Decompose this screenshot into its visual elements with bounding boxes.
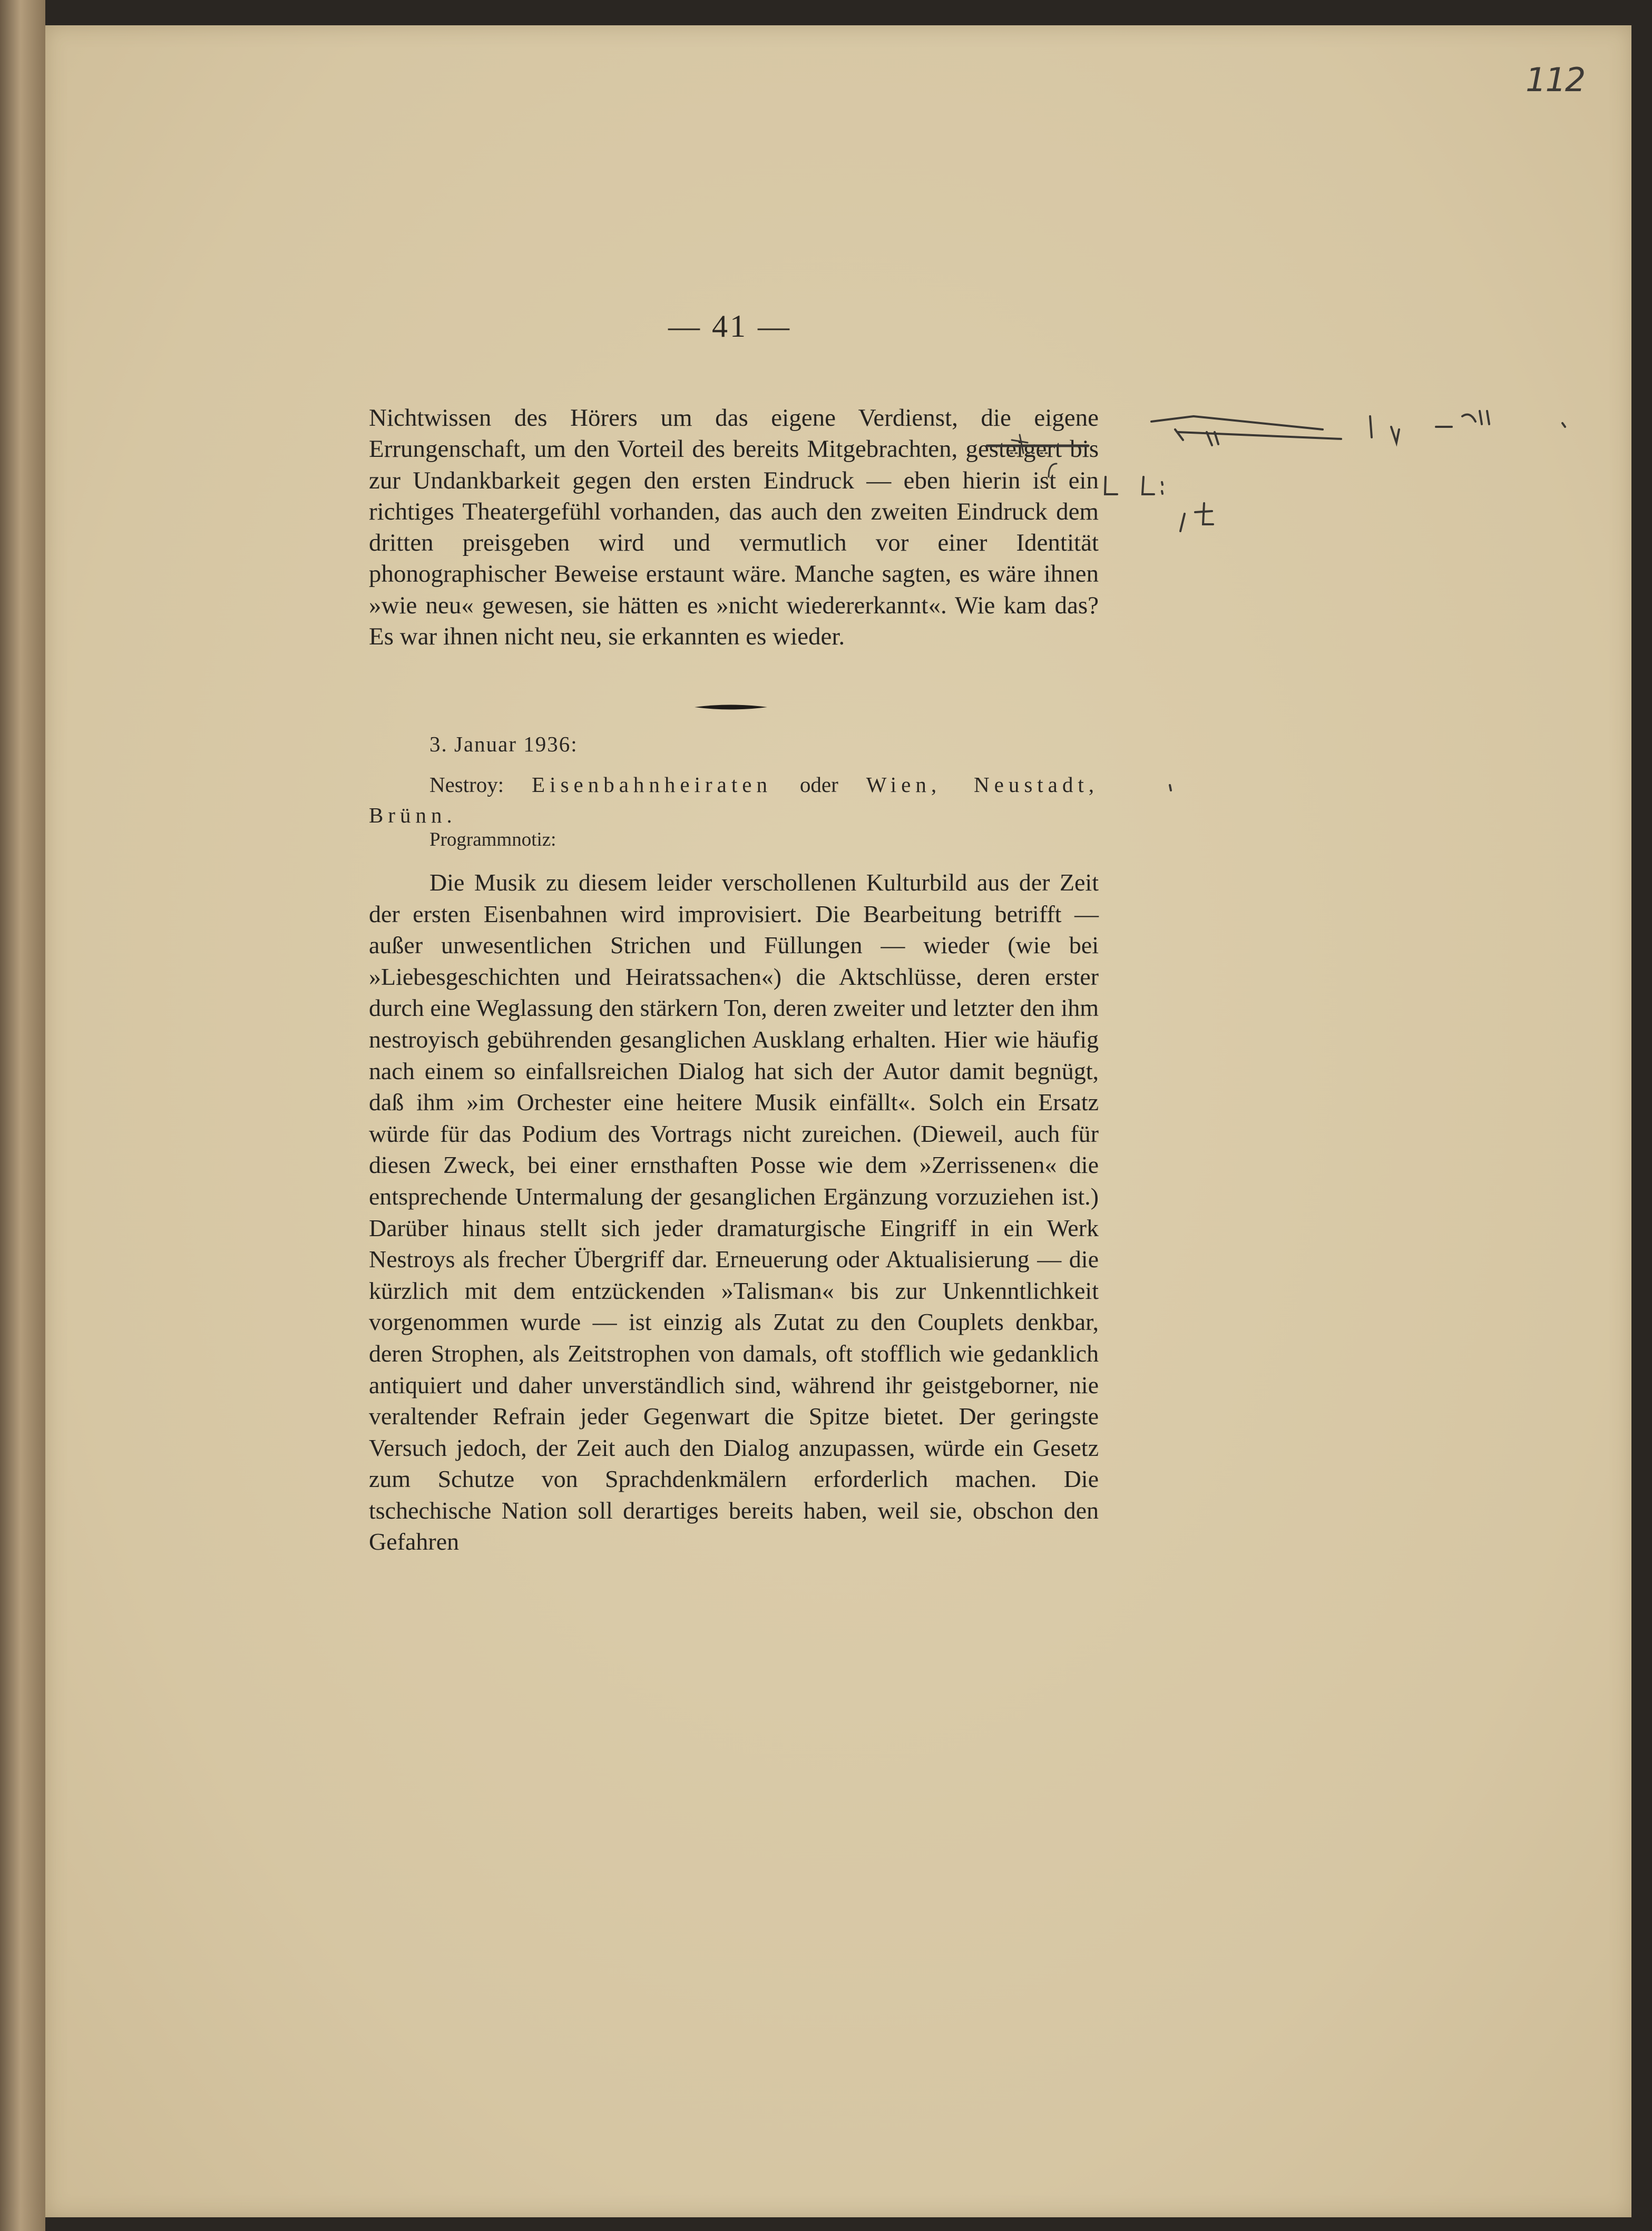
- entry-title-connector: oder: [771, 772, 866, 797]
- program-note-label: Programmnotiz:: [429, 829, 556, 850]
- entry-subtitle: Wien, Neustadt, Brünn.: [369, 772, 1099, 827]
- page-number: — 41 —: [668, 309, 791, 344]
- program-note-text: Die Musik zu diesem leider verschollenen Kulturbild aus der Zeit der ersten Eisenbahnen wird improvisiert. Die Bearbeitung betrifft — außer unwesentlichen Strichen und Füllungen — wieder (wie bei »Liebesgeschichten und Heiratssachen«) die Aktschlüsse, deren erster durch eine Weglassung den stärkern Ton, deren zweiter und letzter den ihm nestroyisch gebührenden gesanglichen Ausklang erhalten. Hier wie häufig nach einem so einfallsreichen Dialog hat sich der Autor damit begnügt, daß ihm »im Orchester eine heitere Musik einfällt«. Solch ein Ersatz würde für das Podium des Vortrags nicht zureichen. (Dieweil, auch für diesen Zweck, bei einer ernsthaften Posse wie dem »Zerrissenen« die entsprechende Untermalung der gesanglichen Ergänzung vorzuziehen ist.) Darüber hinaus stellt sich jeder dramaturgische Eingriff in ein Werk Nestroys als frecher Übergriff dar. Erneuerung oder Aktualisierung — die kürzlich mit dem entzückenden »Talisman« bis zur Unkenntlichkeit vorgenommen wurde — ist einzig als Zutat zu den Couplets denkbar, deren Strophen, als Zeitstrophen von damals, oft stofflich wie gedanklich antiquiert und daher unverständlich sind, während ihr geistgeborner, nie veraltender Refrain jeder Gegenwart die Spitze bietet. Der geringste Versuch jedoch, der Zeit auch den Dialog anzupassen, würde ein Gesetz zum Schutze von Sprachdenkmälern erforderlich machen. Die tschechische Nation soll derartiges bereits haben, weil sie, obschon den Gefahren: [369, 869, 1099, 1555]
- entry-date: 3. Januar 1936:: [429, 732, 578, 756]
- paragraph-continued: Nichtwissen des Hörers um das eigene Verdienst, die eigene Errungenschaft, um den Vorteil des bereits Mitgebrachten, gesteigert bis zur Undankbarkeit gegen den ersten Eindruck — eben hierin ist ein richtiges Theatergefühl vorhanden, das auch den zweiten Eindruck dem dritten preisgeben wird und vermutlich vor einer Identität phonographischer Beweise erstaunt wäre. Manche sagten, es wäre ihnen »wie neu« gewesen, sie hätten es »nicht wiedererkannt«. Wie kam das? Es war ihnen nicht neu, sie erkannten es wieder.: [369, 404, 1099, 651]
- entry-title: Eisenbahnheiraten: [532, 772, 772, 797]
- entry-author: Nestroy:: [429, 772, 532, 797]
- handwritten-folio-number: 112: [1526, 61, 1585, 99]
